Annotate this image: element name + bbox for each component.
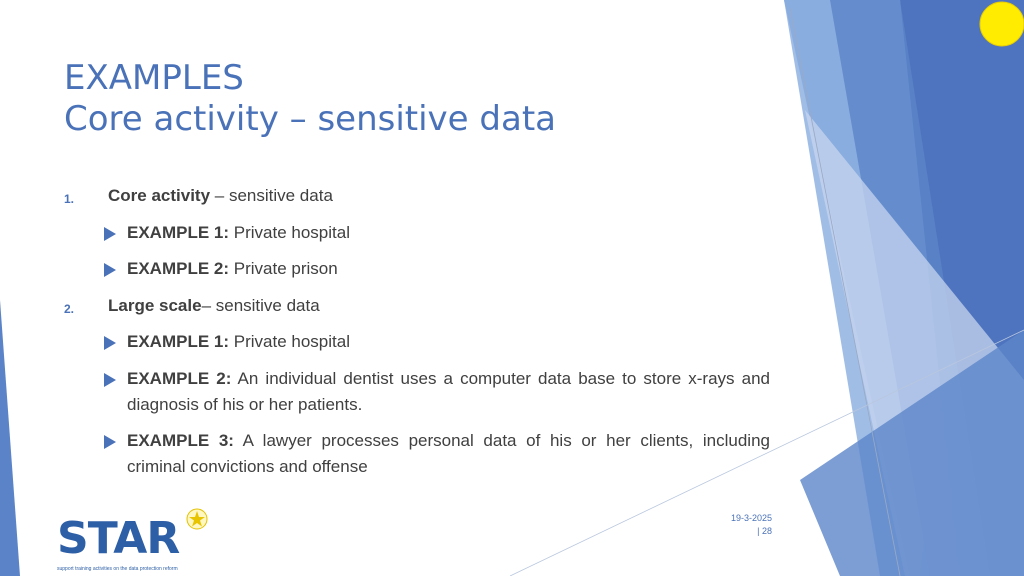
slide-footer	[728, 512, 772, 538]
star-logo	[55, 508, 215, 576]
item-rest: – sensitive data	[201, 296, 320, 315]
bullet-arrow-icon	[104, 263, 116, 277]
example-body: An individual dentist uses a computer data base to store x-rays and diagnosis of his or her patients.	[127, 369, 770, 414]
item-text	[108, 186, 333, 206]
logo-text: STAR	[57, 513, 180, 564]
page-number: 28	[761, 526, 772, 536]
bullet-arrow-icon	[104, 227, 116, 241]
example-label: EXAMPLE 2:	[127, 369, 232, 388]
example-body: A lawyer processes personal data of his or her clients, including criminal convictions and offense	[127, 431, 770, 476]
item-bold: Large scale	[108, 296, 202, 315]
example-body: Private hospital	[229, 332, 350, 351]
example-label: EXAMPLE 1:	[127, 223, 230, 242]
left-corner-shape	[0, 300, 20, 576]
example-text	[127, 428, 770, 480]
example-text	[127, 366, 770, 418]
example-label: EXAMPLE 3:	[127, 431, 234, 450]
logo-tagline: support training activities on the data protection reform	[57, 566, 178, 572]
item-rest: – sensitive data	[210, 186, 333, 205]
example-text	[127, 220, 770, 246]
footer-separator: |	[757, 526, 760, 536]
bullet-arrow-icon	[104, 336, 116, 350]
item-number: 2.	[64, 302, 75, 316]
title-line-2: Core activity – sensitive data	[64, 99, 556, 139]
example-label: EXAMPLE 1:	[127, 332, 230, 351]
example-body: Private prison	[229, 259, 338, 278]
footer-date: 19-3-2025	[730, 513, 772, 523]
example-label: EXAMPLE 2:	[127, 259, 230, 278]
slide-title	[64, 58, 556, 140]
title-line-1: EXAMPLES	[64, 58, 244, 98]
item-text	[108, 296, 320, 316]
item-bold: Core activity	[108, 186, 211, 205]
bullet-arrow-icon	[104, 435, 116, 449]
star-icon	[186, 508, 208, 530]
example-text	[127, 256, 770, 282]
example-text	[127, 329, 770, 355]
yellow-circle	[980, 2, 1024, 46]
bullet-arrow-icon	[104, 373, 116, 387]
item-number: 1.	[64, 192, 75, 206]
example-body: Private hospital	[229, 223, 350, 242]
